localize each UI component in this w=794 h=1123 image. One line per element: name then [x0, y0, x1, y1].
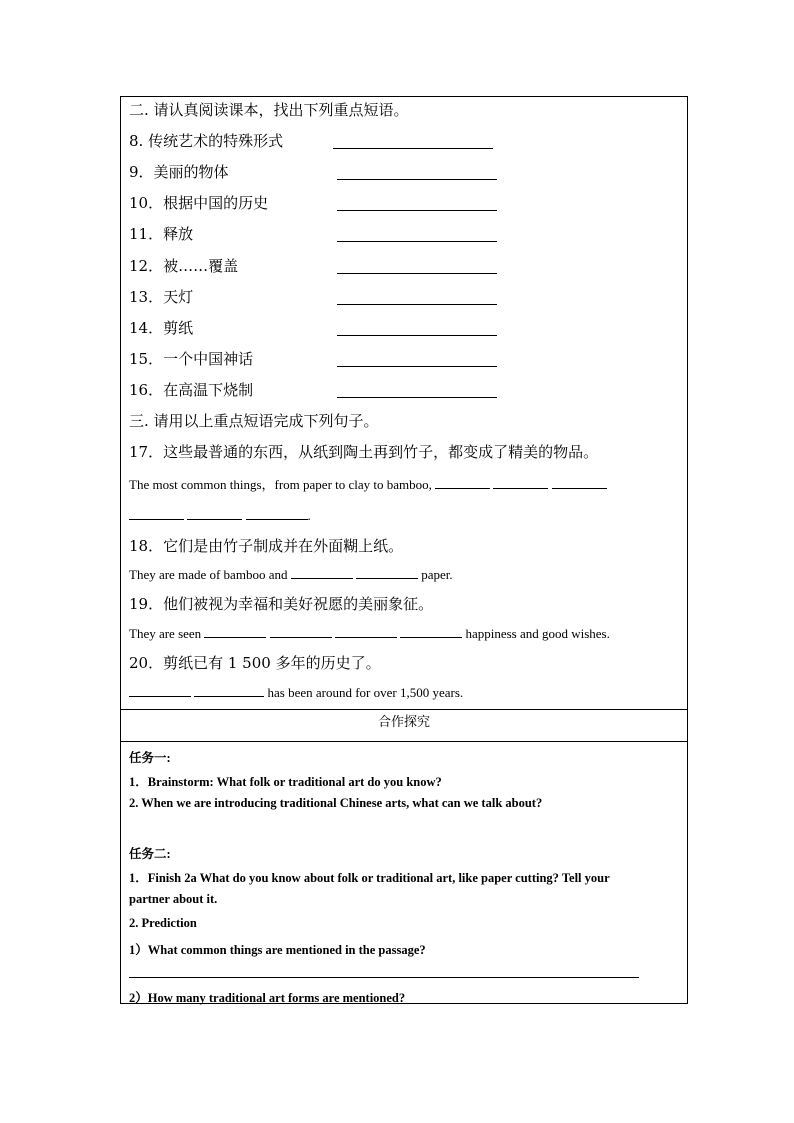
- blank-17-3[interactable]: [552, 476, 607, 489]
- question-20-cn: 20．剪纸已有 1 500 多年的历史了。: [129, 654, 381, 672]
- blank-19-3[interactable]: [335, 625, 397, 638]
- blank-18-1[interactable]: [291, 566, 353, 579]
- blank-20-1[interactable]: [129, 684, 191, 697]
- answer-line-15[interactable]: [337, 366, 497, 367]
- question-17-end: .: [307, 508, 311, 523]
- blank-17-5[interactable]: [187, 507, 242, 520]
- question-20-en-suffix: has been around for over 1,500 years.: [267, 685, 464, 700]
- phrase-item-15: 15．一个中国神话: [129, 350, 254, 368]
- blank-19-1[interactable]: [204, 625, 266, 638]
- phrase-item-14: 14．剪纸: [129, 319, 194, 337]
- task2-question-2: 2. Prediction: [129, 916, 197, 930]
- question-19-en: [129, 625, 610, 642]
- blank-17-1[interactable]: [435, 476, 490, 489]
- question-18-cn: 18．它们是由竹子制成并在外面糊上纸。: [129, 537, 404, 555]
- phrase-item-12: 12．被……覆盖: [129, 257, 239, 275]
- cooperation-title: 合作探究: [377, 715, 430, 730]
- task2-question-2-1: 1）What common things are mentioned in the passage?: [129, 943, 426, 957]
- task1-label: 任务一:: [129, 751, 171, 765]
- question-17-en: [129, 474, 607, 493]
- task1-question-1: 1．Brainstorm: What folk or traditional art do you know?: [129, 775, 442, 789]
- blank-19-4[interactable]: [400, 625, 462, 638]
- section3-heading: 三. 请用以上重点短语完成下列句子。: [129, 412, 379, 430]
- question-18-en-suffix: paper.: [421, 567, 453, 582]
- phrase-item-16: 16．在高温下烧制: [129, 381, 254, 399]
- answer-line-12[interactable]: [337, 273, 497, 274]
- blank-18-2[interactable]: [356, 566, 418, 579]
- answer-line-10[interactable]: [337, 210, 497, 211]
- question-17-en-cont: [129, 507, 311, 524]
- phrase-item-9: 9．美丽的物体: [129, 163, 229, 181]
- task2-question-1b: partner about it.: [129, 892, 218, 906]
- question-17-en-text: The most common things，from paper to clay to bamboo,: [129, 477, 432, 492]
- blank-17-4[interactable]: [129, 507, 184, 520]
- question-20-en: [129, 684, 463, 701]
- worksheet-table: [120, 96, 688, 1004]
- answer-line-task2-1[interactable]: [129, 977, 639, 978]
- blank-19-2[interactable]: [270, 625, 332, 638]
- question-17-cn: 17．这些最普通的东西，从纸到陶土再到竹子，都变成了精美的物品。: [129, 443, 599, 461]
- section2-heading: 二. 请认真阅读课本，找出下列重点短语。: [129, 101, 409, 119]
- question-19-cn: 19．他们被视为幸福和美好祝愿的美丽象征。: [129, 595, 434, 613]
- table-divider-2: [121, 741, 687, 742]
- answer-line-11[interactable]: [337, 241, 497, 242]
- phrase-item-13: 13．天灯: [129, 288, 194, 306]
- task2-question-1a: 1．Finish 2a What do you know about folk or traditional art, like paper cutting? Tell your: [129, 871, 610, 885]
- blank-17-2[interactable]: [493, 476, 548, 489]
- answer-line-16[interactable]: [337, 397, 497, 398]
- phrase-item-10: 10．根据中国的历史: [129, 194, 269, 212]
- answer-line-13[interactable]: [337, 304, 497, 305]
- task2-label: 任务二:: [129, 847, 171, 861]
- table-divider-1: [121, 709, 687, 710]
- answer-line-8[interactable]: [333, 148, 493, 149]
- phrase-item-11: 11．释放: [129, 225, 194, 243]
- phrase-item-8: 8. 传统艺术的特殊形式: [129, 132, 284, 150]
- task2-question-2-2: 2）How many traditional art forms are mentioned?: [129, 991, 406, 1005]
- answer-line-9[interactable]: [337, 179, 497, 180]
- blank-17-6[interactable]: [246, 507, 308, 520]
- task1-question-2: 2. When we are introducing traditional Chinese arts, what can we talk about?: [129, 796, 543, 810]
- question-18-en-text: They are made of bamboo and: [129, 567, 288, 582]
- question-19-en-text: They are seen: [129, 626, 202, 641]
- answer-line-14[interactable]: [337, 335, 497, 336]
- question-18-en: [129, 566, 453, 583]
- blank-20-2[interactable]: [194, 684, 264, 697]
- question-19-en-suffix: happiness and good wishes.: [465, 626, 610, 641]
